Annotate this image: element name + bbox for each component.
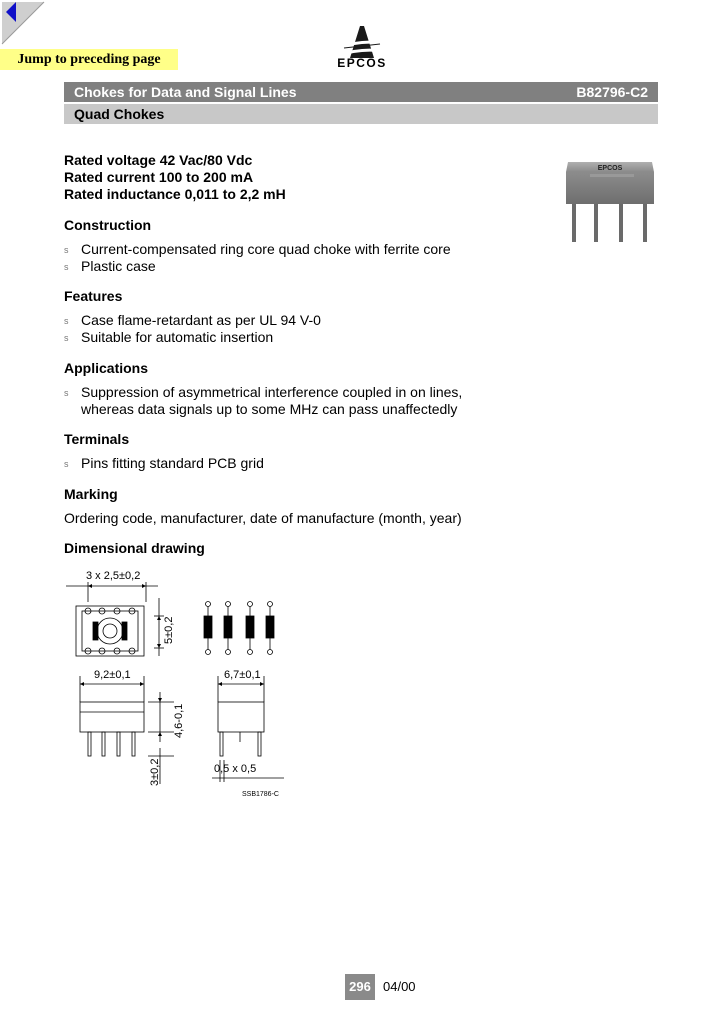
photo-label: EPCOS <box>597 165 623 172</box>
bullet-icon: s <box>64 245 69 255</box>
page-date: 04/00 <box>383 979 416 994</box>
bullet-icon: s <box>64 262 69 272</box>
features-item: Suitable for automatic insertion <box>81 329 274 345</box>
drawing-code: SSB1786-C <box>242 791 279 798</box>
dim-pitch: 3 x 2,5±0,2 <box>86 570 141 582</box>
dim-width: 9,2±0,1 <box>94 669 131 681</box>
page-title: Chokes for Data and Signal Lines <box>74 84 297 100</box>
dimensional-drawing <box>62 564 294 804</box>
dim-depth: 6,7±0,1 <box>224 669 261 681</box>
drawing-heading: Dimensional drawing <box>64 540 205 556</box>
part-number: B82796-C2 <box>576 84 648 100</box>
construction-heading: Construction <box>64 217 152 233</box>
rating-current: Rated current 100 to 200 mA <box>64 169 254 185</box>
bullet-icon: s <box>64 333 69 343</box>
bullet-icon: s <box>64 459 69 469</box>
dim-body-height: 4,6-0,1 <box>173 703 185 738</box>
rating-voltage: Rated voltage 42 Vac/80 Vdc <box>64 152 253 168</box>
jump-to-preceding-page-button[interactable]: Jump to preceding page <box>0 49 178 70</box>
features-heading: Features <box>64 288 123 304</box>
applications-heading: Applications <box>64 360 149 376</box>
bullet-icon: s <box>64 316 69 326</box>
features-item: Case flame-retardant as per UL 94 V-0 <box>81 312 321 328</box>
marking-heading: Marking <box>64 486 118 502</box>
dim-pin-section: 0,5 x 0,5 <box>214 763 257 775</box>
terminals-item: Pins fitting standard PCB grid <box>81 455 264 471</box>
brand-name: EPCOS <box>337 56 387 70</box>
rating-inductance: Rated inductance 0,011 to 2,2 mH <box>64 186 286 202</box>
page-number: 296 <box>345 974 375 1000</box>
title-band <box>64 82 658 102</box>
marking-text: Ordering code, manufacturer, date of manufacture (month, year) <box>64 510 462 526</box>
construction-item: Current-compensated ring core quad choke with ferrite core <box>81 241 451 257</box>
applications-item-continued: whereas data signals up to some MHz can pass unaffectedly <box>81 401 458 417</box>
dim-height-top: 5±0,2 <box>163 616 175 644</box>
construction-item: Plastic case <box>81 258 156 274</box>
product-photo <box>562 156 658 248</box>
bullet-icon: s <box>64 388 69 398</box>
page-subtitle: Quad Chokes <box>74 106 165 122</box>
dim-pin-length: 3±0,2 <box>149 758 161 786</box>
applications-item: Suppression of asymmetrical interference coupled in on lines, <box>81 384 463 400</box>
back-arrow-icon[interactable] <box>0 0 46 46</box>
subtitle-band <box>64 104 658 124</box>
terminals-heading: Terminals <box>64 431 130 447</box>
